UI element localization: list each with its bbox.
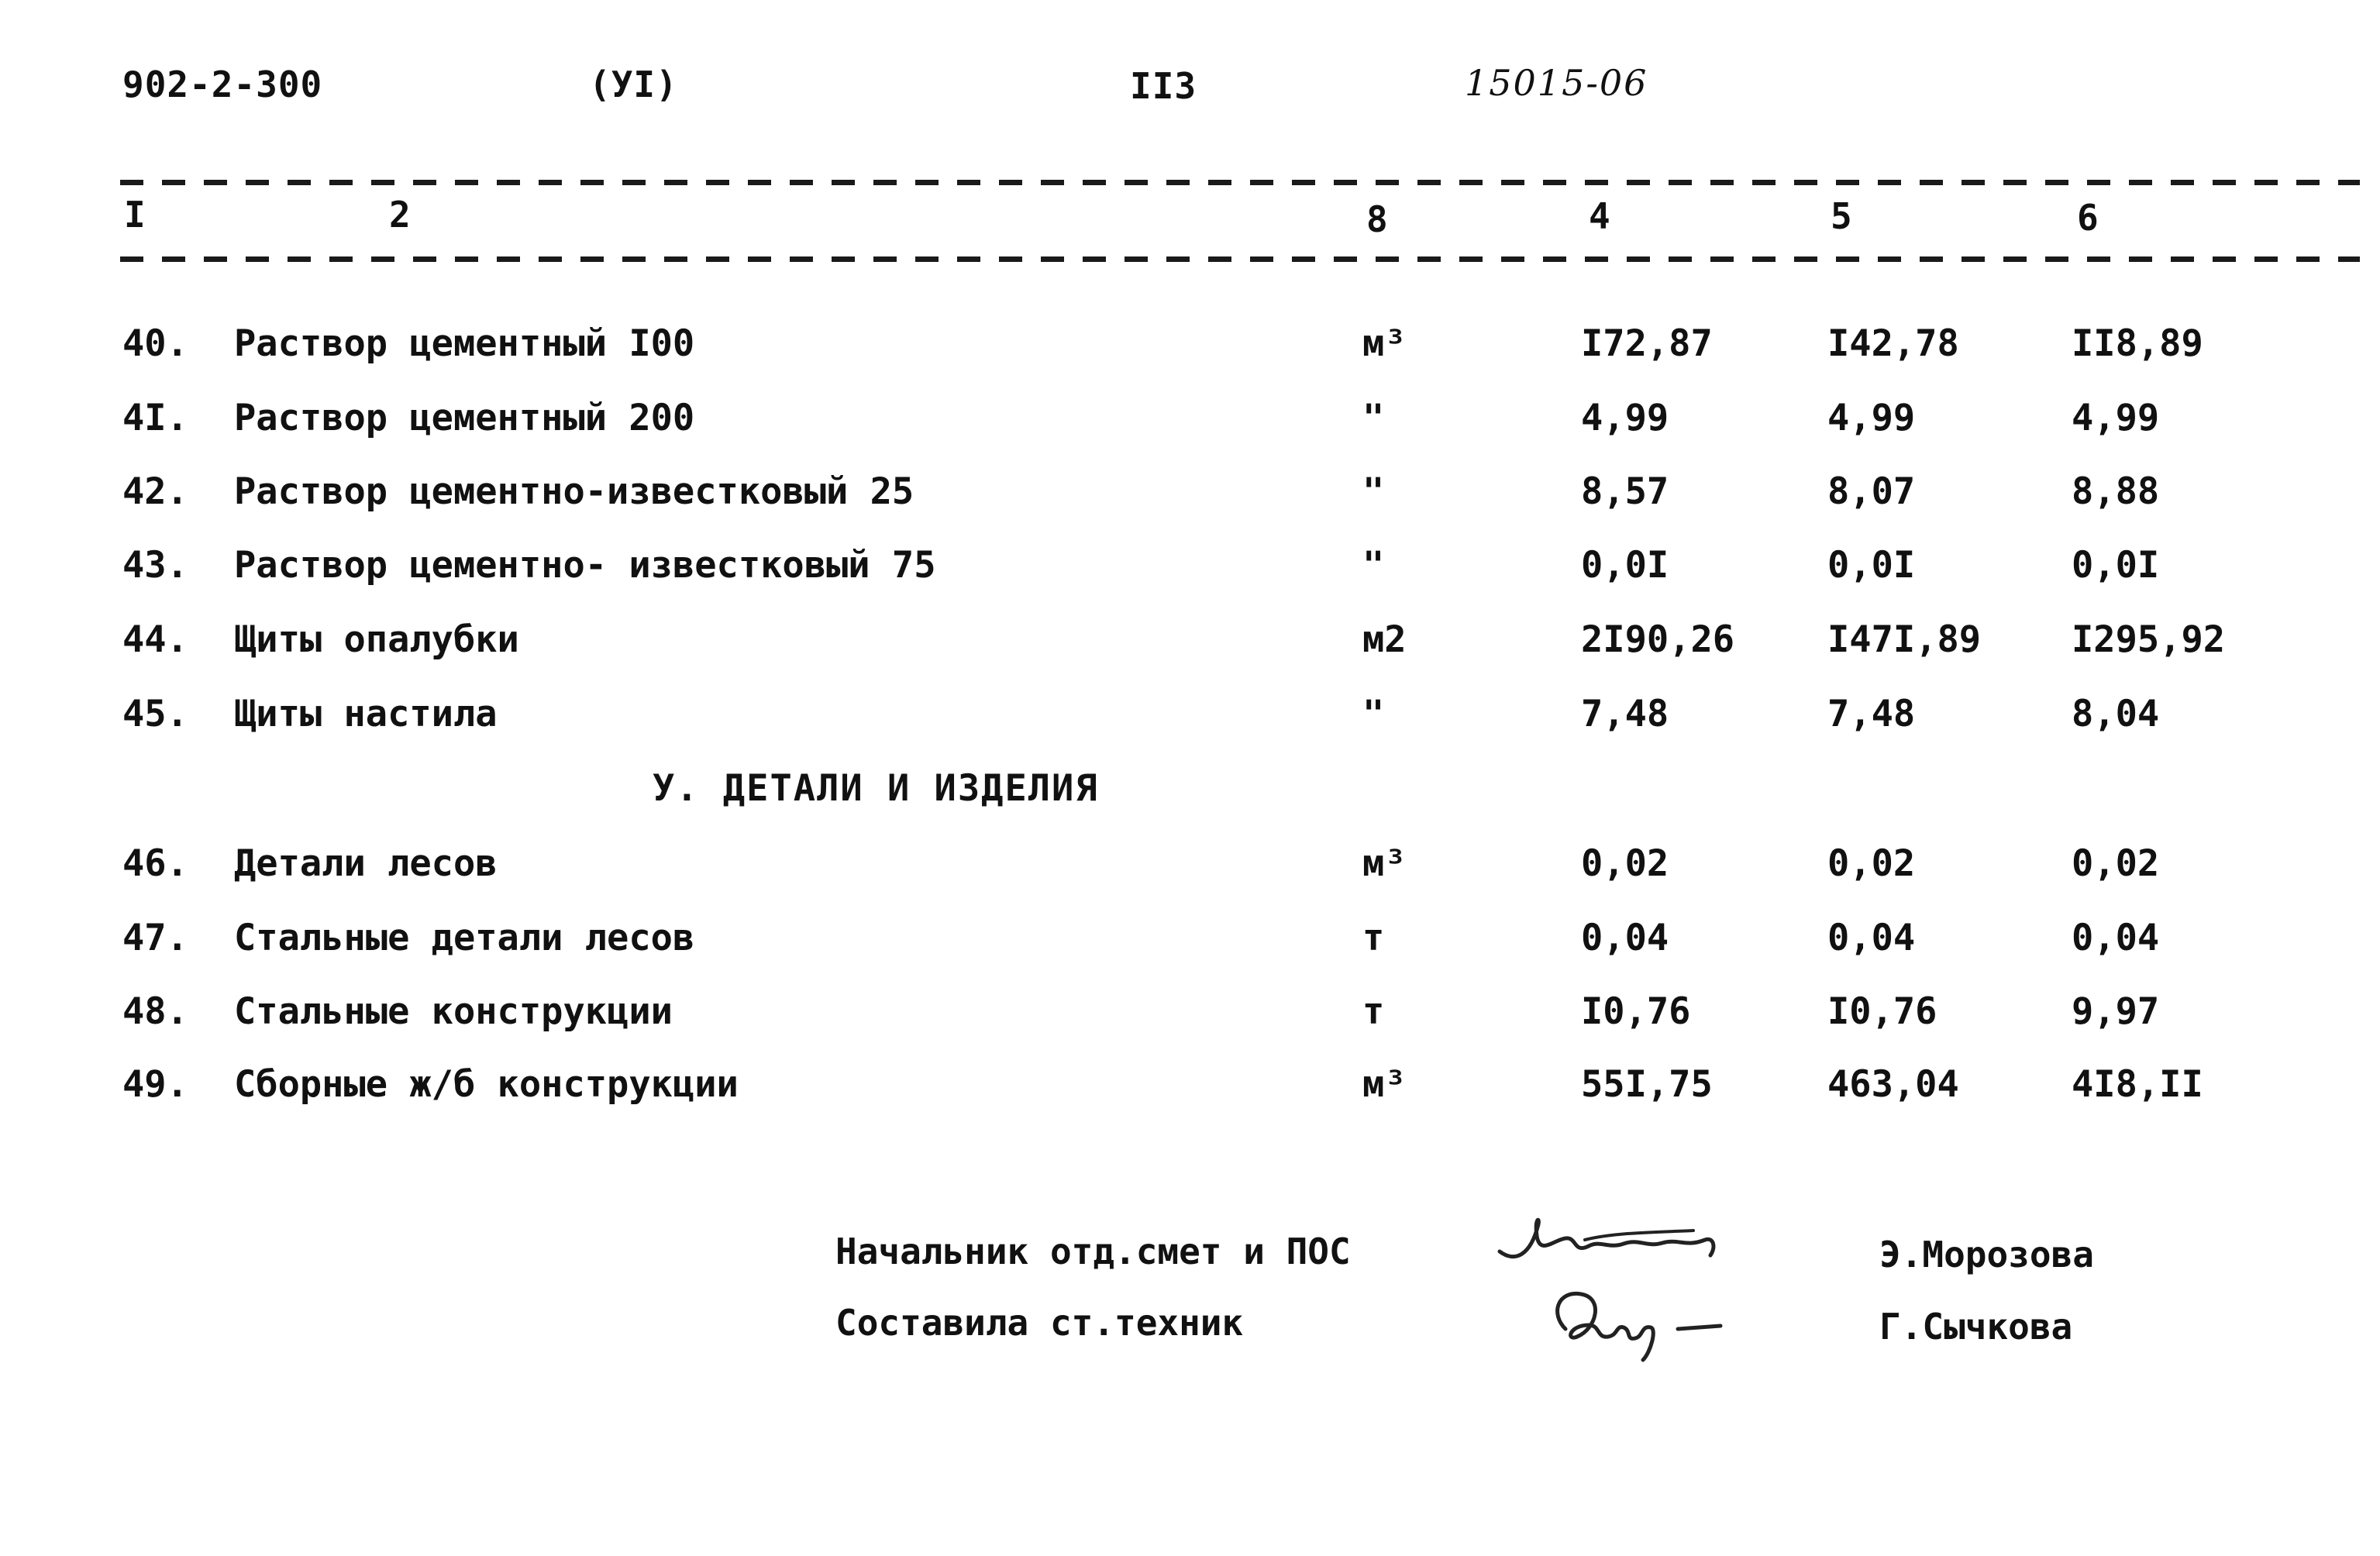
row-value-col5: I42,78 xyxy=(1827,322,1959,365)
row-number: 4I. xyxy=(122,397,188,439)
row-number: 43. xyxy=(122,544,188,587)
row-material: Раствор цементно-известковый 25 xyxy=(234,470,914,513)
row-material: Раствор цементный 200 xyxy=(234,397,695,439)
row-unit: т xyxy=(1362,990,1385,1033)
row-value-col5: 4,99 xyxy=(1827,397,1916,439)
column-header-1: I xyxy=(124,194,146,236)
table-row xyxy=(0,842,2380,904)
table-row xyxy=(0,618,2380,680)
signatory-role-1: Начальник отд.смет и ПОС xyxy=(835,1231,1351,1272)
table-row xyxy=(0,544,2380,606)
row-value-col4: 0,0I xyxy=(1581,544,1669,587)
section-title: У. ДЕТАЛИ И ИЗДЕЛИЯ xyxy=(653,767,1099,810)
signature-scribble-2 xyxy=(1534,1282,1751,1368)
row-number: 48. xyxy=(122,990,188,1033)
header-rule-top xyxy=(120,180,2360,185)
row-value-col6: 8,88 xyxy=(2072,470,2160,513)
header-rule-bottom xyxy=(120,256,2360,262)
volume-label: (УI) xyxy=(589,64,678,105)
row-value-col4: 4,99 xyxy=(1581,397,1669,439)
column-header-5: 5 xyxy=(1831,195,1852,237)
row-material: Сборные ж/б конструкции xyxy=(234,1063,739,1106)
row-value-col4: 8,57 xyxy=(1581,470,1669,513)
row-material: Стальные детали лесов xyxy=(234,917,695,959)
row-value-col6: 0,0I xyxy=(2072,544,2160,587)
row-value-col5: 463,04 xyxy=(1827,1063,1959,1106)
page-number: II3 xyxy=(1130,65,1197,107)
row-value-col5: I0,76 xyxy=(1827,990,1937,1033)
row-material: Раствор цементный I00 xyxy=(234,322,695,365)
row-value-col5: 0,0I xyxy=(1827,544,1916,587)
row-unit: " xyxy=(1362,544,1385,587)
row-value-col5: 0,02 xyxy=(1827,842,1916,885)
row-value-col4: I72,87 xyxy=(1581,322,1713,365)
column-header-6: 6 xyxy=(2077,197,2099,239)
row-number: 45. xyxy=(122,693,188,735)
row-value-col4: 55I,75 xyxy=(1581,1063,1713,1106)
row-value-col6: 0,04 xyxy=(2072,917,2160,959)
row-unit: м³ xyxy=(1362,1063,1407,1106)
column-header-3: 8 xyxy=(1366,198,1388,240)
row-value-col4: 0,02 xyxy=(1581,842,1669,885)
row-number: 46. xyxy=(122,842,188,885)
signature-scribble-1 xyxy=(1492,1209,1748,1279)
row-value-col5: 8,07 xyxy=(1827,470,1916,513)
row-unit: т xyxy=(1362,917,1385,959)
row-value-col4: 7,48 xyxy=(1581,693,1669,735)
row-unit: " xyxy=(1362,470,1385,513)
signatory-role-2: Составила ст.техник xyxy=(835,1302,1244,1344)
row-unit: м³ xyxy=(1362,842,1407,885)
signatory-name-2: Г.Сычкова xyxy=(1879,1306,2073,1348)
document-code: 902-2-300 xyxy=(122,64,323,105)
row-material: Щиты настила xyxy=(234,693,498,735)
table-row xyxy=(0,1063,2380,1125)
row-value-col5: 7,48 xyxy=(1827,693,1916,735)
row-value-col6: 0,02 xyxy=(2072,842,2160,885)
table-row xyxy=(0,693,2380,755)
row-value-col4: 0,04 xyxy=(1581,917,1669,959)
row-value-col6: 8,04 xyxy=(2072,693,2160,735)
row-value-col6: 4,99 xyxy=(2072,397,2160,439)
table-row xyxy=(0,990,2380,1052)
row-number: 42. xyxy=(122,470,188,513)
row-unit: " xyxy=(1362,693,1385,735)
row-unit: " xyxy=(1362,397,1385,439)
table-row xyxy=(0,322,2380,384)
table-row xyxy=(0,470,2380,532)
row-value-col6: 9,97 xyxy=(2072,990,2160,1033)
archive-number: 15015-06 xyxy=(1465,62,1648,104)
row-value-col5: I47I,89 xyxy=(1827,618,1982,661)
row-number: 49. xyxy=(122,1063,188,1106)
table-row xyxy=(0,397,2380,459)
signatory-name-1: Э.Морозова xyxy=(1879,1234,2094,1275)
row-unit: м2 xyxy=(1362,618,1407,661)
column-header-2: 2 xyxy=(389,194,411,236)
row-value-col5: 0,04 xyxy=(1827,917,1916,959)
row-number: 40. xyxy=(122,322,188,365)
row-material: Щиты опалубки xyxy=(234,618,519,661)
row-value-col4: 2I90,26 xyxy=(1581,618,1735,661)
row-value-col4: I0,76 xyxy=(1581,990,1691,1033)
row-unit: м³ xyxy=(1362,322,1407,365)
row-value-col6: II8,89 xyxy=(2072,322,2203,365)
row-value-col6: I295,92 xyxy=(2072,618,2226,661)
row-number: 44. xyxy=(122,618,188,661)
column-header-4: 4 xyxy=(1589,195,1610,237)
row-material: Раствор цементно- известковый 75 xyxy=(234,544,936,587)
row-number: 47. xyxy=(122,917,188,959)
row-value-col6: 4I8,II xyxy=(2072,1063,2203,1106)
row-material: Детали лесов xyxy=(234,842,498,885)
row-material: Стальные конструкции xyxy=(234,990,673,1033)
table-row xyxy=(0,917,2380,979)
